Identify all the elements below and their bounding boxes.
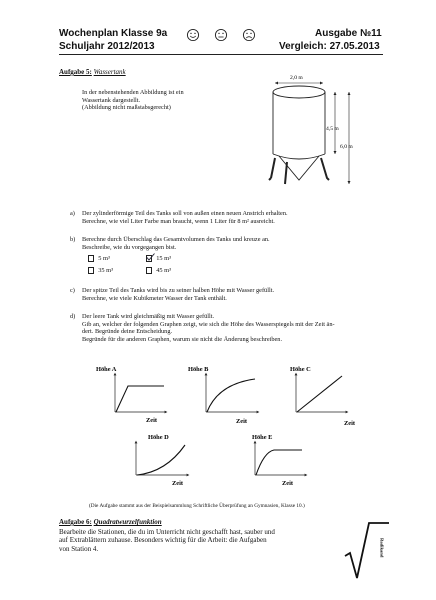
- part-d-line: Begründe für die anderen Graphen, warum sie nicht die Änderung beschreiben.: [82, 335, 283, 343]
- time-label: Zeit: [172, 480, 184, 487]
- option-15[interactable]: [146, 255, 171, 262]
- time-label: Zeit: [146, 417, 158, 424]
- water-tank-figure: [255, 70, 365, 200]
- option-5[interactable]: [88, 255, 110, 262]
- graphs-figure: [90, 362, 380, 487]
- sad-face-icon: [243, 29, 254, 40]
- task5-title: Wassertank: [93, 68, 126, 76]
- graph-c: [290, 366, 356, 427]
- check-mark-icon: [146, 253, 155, 261]
- task5-part-b-text: [82, 236, 270, 251]
- task6-title: Quadratwurzelfunktion: [93, 518, 162, 526]
- intro-line: In der nebenstehenden Abbildung ist ein: [82, 89, 184, 96]
- intro-line: Wassertank dargestellt.: [82, 96, 141, 104]
- time-label: Zeit: [344, 420, 356, 427]
- checkbox[interactable]: [146, 267, 152, 273]
- option-label: 45 m³: [156, 267, 172, 274]
- graph-curve: [116, 386, 164, 412]
- width-label: 2,0 m: [290, 75, 303, 81]
- checkbox[interactable]: [88, 255, 94, 261]
- part-d-letter: d): [70, 313, 76, 320]
- part-c-line: Berechne, wie viele Kubikmeter Wasser der Tank enthält.: [82, 294, 227, 302]
- task6-line: von Station 4.: [59, 544, 99, 553]
- neutral-face-icon: [215, 29, 226, 40]
- part-d-line: Der leere Tank wird gleichmäßig mit Wasser gefüllt.: [82, 313, 215, 320]
- task5-part-a-text: [82, 210, 288, 225]
- graph-title: Höhe D: [148, 434, 169, 441]
- part-b-line: Beschreibe, wie du vorgegangen bist.: [82, 243, 177, 251]
- checkbox-checked[interactable]: [146, 255, 152, 261]
- task5-label: Aufgabe 5:: [59, 68, 92, 76]
- graph-curve: [297, 376, 342, 412]
- task5-part-a: [70, 210, 75, 218]
- task5-part-c-text: [82, 287, 274, 302]
- option-label: 5 m³: [98, 255, 110, 262]
- part-a-line: Berechne, wie viel Liter Farbe man braucht, wenn 1 Liter für 8 m² ausreicht.: [82, 217, 275, 225]
- graph-a: [96, 366, 166, 424]
- part-b-letter: b): [70, 236, 76, 243]
- option-label: 15 m³: [156, 255, 172, 262]
- part-c-line: Der spitze Teil des Tanks wird bis zu seiner halben Höhe mit Wasser gefüllt.: [82, 287, 275, 294]
- time-label: Zeit: [282, 480, 294, 487]
- option-label: 35 m³: [98, 267, 114, 274]
- option-45[interactable]: [146, 267, 171, 274]
- cyl-height-label: 4,5 m: [326, 126, 339, 132]
- task5-part-d-text: [82, 313, 382, 343]
- task6-line: Bearbeite die Stationen, die du im Unterricht nicht geschafft hast, sauber und: [59, 528, 275, 536]
- plan-title: Wochenplan Klasse 9a: [59, 28, 168, 39]
- option-35[interactable]: [88, 267, 113, 274]
- time-label: Zeit: [236, 418, 248, 425]
- tank-leg-right: [321, 158, 329, 180]
- total-height-label: 6,0 m: [340, 144, 353, 150]
- graph-curve: [256, 450, 302, 475]
- task6-text: [59, 528, 359, 553]
- graph-d: [136, 434, 188, 487]
- graph-e: [252, 434, 306, 487]
- part-d-line: dert. Begründe deine Entscheidung.: [82, 328, 173, 336]
- logo-text: Radikand: [379, 538, 385, 558]
- part-b-line: Berechne durch Überschlag das Gesamtvolumen des Tanks und kreuze an.: [82, 236, 270, 243]
- graph-title: Höhe B: [188, 366, 209, 373]
- checkbox[interactable]: [88, 267, 94, 273]
- tank-leg-middle: [285, 162, 287, 184]
- radikand-logo: [343, 520, 391, 582]
- graph-title: Höhe C: [290, 366, 311, 373]
- task6-heading: [59, 518, 162, 526]
- graph-title: Höhe E: [252, 434, 273, 441]
- task6-line: auf Extrablättern zuhause. Besonders wichtig für die Arbeit: die Aufgaben: [59, 536, 267, 545]
- school-year: Schuljahr 2012/2013: [59, 41, 155, 52]
- smiley-row: [186, 28, 266, 42]
- tank-leg-left: [269, 158, 275, 180]
- part-a-letter: a): [70, 210, 75, 217]
- intro-line: (Abbildung nicht maßstabsgerecht): [82, 104, 171, 112]
- graph-title: Höhe A: [96, 366, 117, 373]
- comparison-date: Vergleich: 27.05.2013: [279, 41, 380, 52]
- header-divider: [59, 54, 383, 55]
- graph-curve: [137, 445, 185, 475]
- task5-heading: [59, 68, 126, 76]
- task5-intro: [82, 89, 184, 112]
- graph-curve: [207, 379, 255, 412]
- part-a-line: Der zylinderförmige Teil des Tanks soll von außen einen neuen Anstrich erhalten.: [82, 210, 288, 217]
- part-c-letter: c): [70, 287, 75, 294]
- issue-number: Ausgabe №11: [315, 28, 382, 39]
- graph-b: [188, 366, 258, 425]
- task6-label: Aufgabe 6:: [59, 518, 92, 526]
- happy-face-icon: [187, 29, 198, 40]
- part-d-line: Gib an, welcher der folgenden Graphen zeigt, wie sich die Höhe des Wasserspiegels mit der Zeit än-: [82, 320, 335, 328]
- source-note: (Die Aufgabe stammt aus der Beispielsammlung Schriftliche Überprüfung an Gymnasien, Klasse 10.): [89, 503, 305, 509]
- tank-top-ellipse: [273, 86, 325, 98]
